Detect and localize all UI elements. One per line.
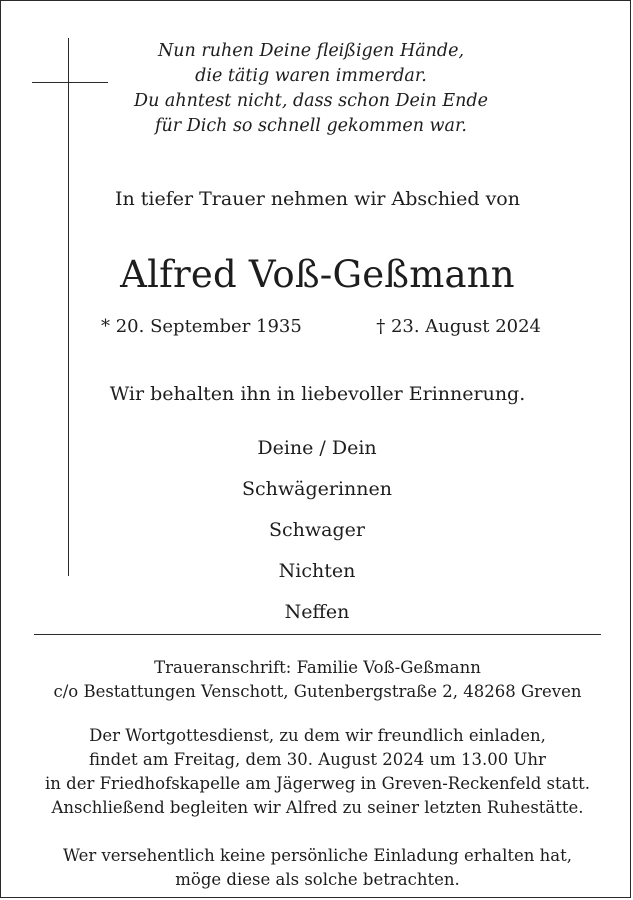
service-line: Anschließend begleiten wir Alfred zu seiner letzten Ruhestätte. <box>51 798 584 817</box>
service-info <box>6 724 629 820</box>
service-line: findet am Freitag, dem 30. August 2024 um 13.00 Uhr <box>89 750 546 769</box>
mourner-item: Schwägerinnen <box>241 478 392 500</box>
poem <box>101 39 521 139</box>
mourner-item: Schwager <box>269 519 365 541</box>
intro-text: In tiefer Trauer nehmen wir Abschied von <box>115 188 520 210</box>
mourning-address <box>21 656 614 704</box>
notice-line: möge diese als solche betrachten. <box>175 870 460 889</box>
service-line: in der Friedhofskapelle am Jägerweg in Greven-Reckenfeld statt. <box>45 774 590 793</box>
remembrance-text: Wir behalten ihn in liebevoller Erinnerung. <box>109 383 526 405</box>
mourner-item: Nichten <box>278 560 356 582</box>
cross-icon-horizontal-bar <box>32 82 108 83</box>
death-date: † 23. August 2024 <box>376 316 541 337</box>
service-line: Der Wortgottesdienst, zu dem wir freundlich einladen, <box>89 726 546 745</box>
address-line: c/o Bestattungen Venschott, Gutenbergstraße 2, 48268 Greven <box>53 682 582 701</box>
notice-line: Wer versehentlich keine persönliche Einladung erhalten hat, <box>62 846 573 865</box>
poem-line: für Dich so schnell gekommen war. <box>155 116 467 136</box>
birth-date: * 20. September 1935 <box>101 316 302 337</box>
divider <box>34 634 601 635</box>
deceased-name: Alfred Voß-Geßmann <box>120 253 515 296</box>
mourner-item: Neffen <box>284 601 350 623</box>
address-line: Traueranschrift: Familie Voß-Geßmann <box>154 658 481 677</box>
cross-icon-vertical-bar <box>68 38 69 576</box>
invitation-notice <box>11 844 624 892</box>
mourner-item: Deine / Dein <box>257 437 377 459</box>
poem-line: Nun ruhen Deine fleißigen Hände, <box>157 41 465 61</box>
mourners-list <box>167 428 467 633</box>
poem-line: die tätig waren immerdar. <box>195 66 427 86</box>
poem-line: Du ahntest nicht, dass schon Dein Ende <box>134 91 488 111</box>
